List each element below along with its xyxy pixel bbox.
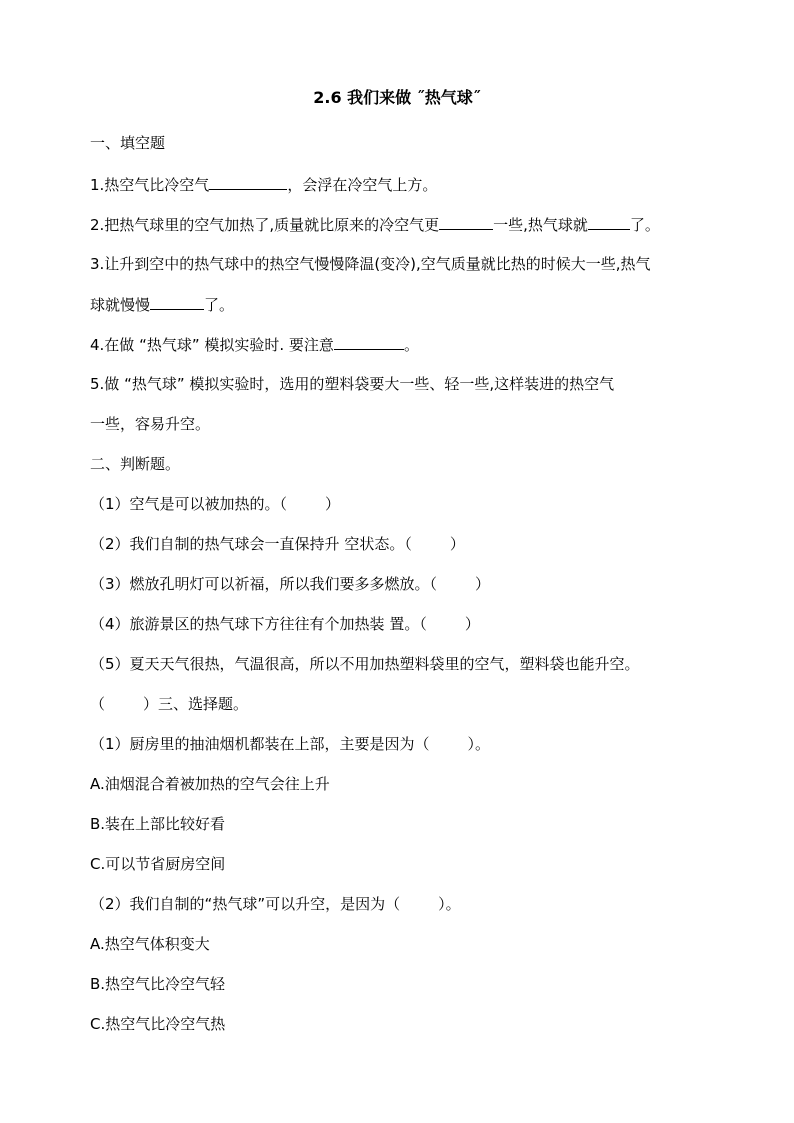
choice-2-option-c: C.热空气比冷空气热	[90, 1015, 226, 1033]
question-4	[90, 333, 419, 356]
answer-blank	[334, 333, 404, 350]
choice-question-2	[90, 893, 461, 915]
choice-question-1-stem: （1）厨房里的抽油烟机都装在上部，主要是因为（	[90, 735, 430, 753]
question-3-text-b: 球就慢慢	[90, 296, 151, 314]
judge-item-5-open: （	[90, 695, 106, 713]
judge-item-4-close: ）	[464, 615, 480, 633]
answer-blank	[588, 213, 630, 230]
judge-item-3	[90, 573, 490, 595]
section-heading-true-false: 二、判断题。	[90, 455, 181, 473]
question-2	[90, 213, 660, 236]
question-1-text-b: ，会浮在冷空气上方。	[287, 176, 438, 194]
judge-item-3-text: （3）燃放孔明灯可以祈福，所以我们要多多燃放。（	[90, 575, 438, 593]
judge-item-4-text: （4）旅游景区的热气球下方往往有个加热装 置。（	[90, 615, 427, 633]
choice-question-2-stem-end: ）。	[438, 895, 461, 913]
judge-item-3-close: ）	[475, 575, 491, 593]
choice-1-option-a: A.油烟混合着被加热的空气会往上升	[90, 775, 330, 793]
answer-blank	[439, 213, 493, 230]
page-title: 2.6 我们来做 ˝热气球˝	[313, 88, 481, 107]
question-2-text-b: 一些,热气球就	[493, 216, 588, 234]
judge-item-1-close: ）	[325, 495, 341, 513]
question-3-text-c: 了。	[204, 296, 235, 314]
choice-2-option-b: B.热空气比冷空气轻	[90, 975, 226, 993]
judge-item-2	[90, 533, 465, 555]
answer-blank	[150, 293, 204, 310]
question-5-line-2: 一些，容易升空。	[90, 415, 211, 433]
question-1	[90, 173, 437, 196]
question-2-text-c: 了。	[629, 216, 660, 234]
question-5-line-1: 5.做 “热气球” 模拟实验时，选用的塑料袋要大一些、轻一些,这样装进的热空气	[90, 375, 615, 393]
choice-question-2-stem: （2）我们自制的“热气球”可以升空，是因为（	[90, 895, 401, 913]
judge-item-5: （5）夏天天气很热，气温很高，所以不用加热塑料袋里的空气，塑料袋也能升空。	[90, 655, 640, 673]
question-1-text-a: 1.热空气比冷空气	[90, 176, 210, 194]
question-4-text-b: 。	[403, 336, 419, 354]
section-heading-choice: ）三、选择题。	[143, 695, 249, 713]
question-3-line-2	[90, 293, 234, 316]
choice-question-1	[90, 733, 490, 755]
judge-item-4	[90, 613, 480, 635]
question-2-text-a: 2.把热气球里的空气加热了,质量就比原来的冷空气更	[90, 216, 440, 234]
answer-blank	[209, 173, 287, 190]
judge-item-5-tail	[90, 693, 248, 715]
judge-item-2-close: ）	[449, 535, 465, 553]
choice-1-option-b: B.装在上部比较好看	[90, 815, 226, 833]
section-heading-fill-blank: 一、填空题	[90, 134, 166, 152]
question-4-text-a: 4.在做 “热气球” 模拟实验时. 要注意	[90, 336, 334, 354]
choice-question-1-stem-end: ）。	[467, 735, 491, 753]
choice-1-option-c: C.可以节省厨房空间	[90, 855, 226, 873]
judge-item-2-text: （2）我们自制的热气球会一直保持升 空状态。（	[90, 535, 412, 553]
judge-item-1-text: （1）空气是可以被加热的。（	[90, 495, 288, 513]
question-3-line-1: 3.让升到空中的热气球中的热空气慢慢降温(变冷),空气质量就比热的时候大一些,热气	[90, 255, 651, 273]
choice-2-option-a: A.热空气体积变大	[90, 935, 210, 953]
judge-item-1	[90, 493, 340, 515]
